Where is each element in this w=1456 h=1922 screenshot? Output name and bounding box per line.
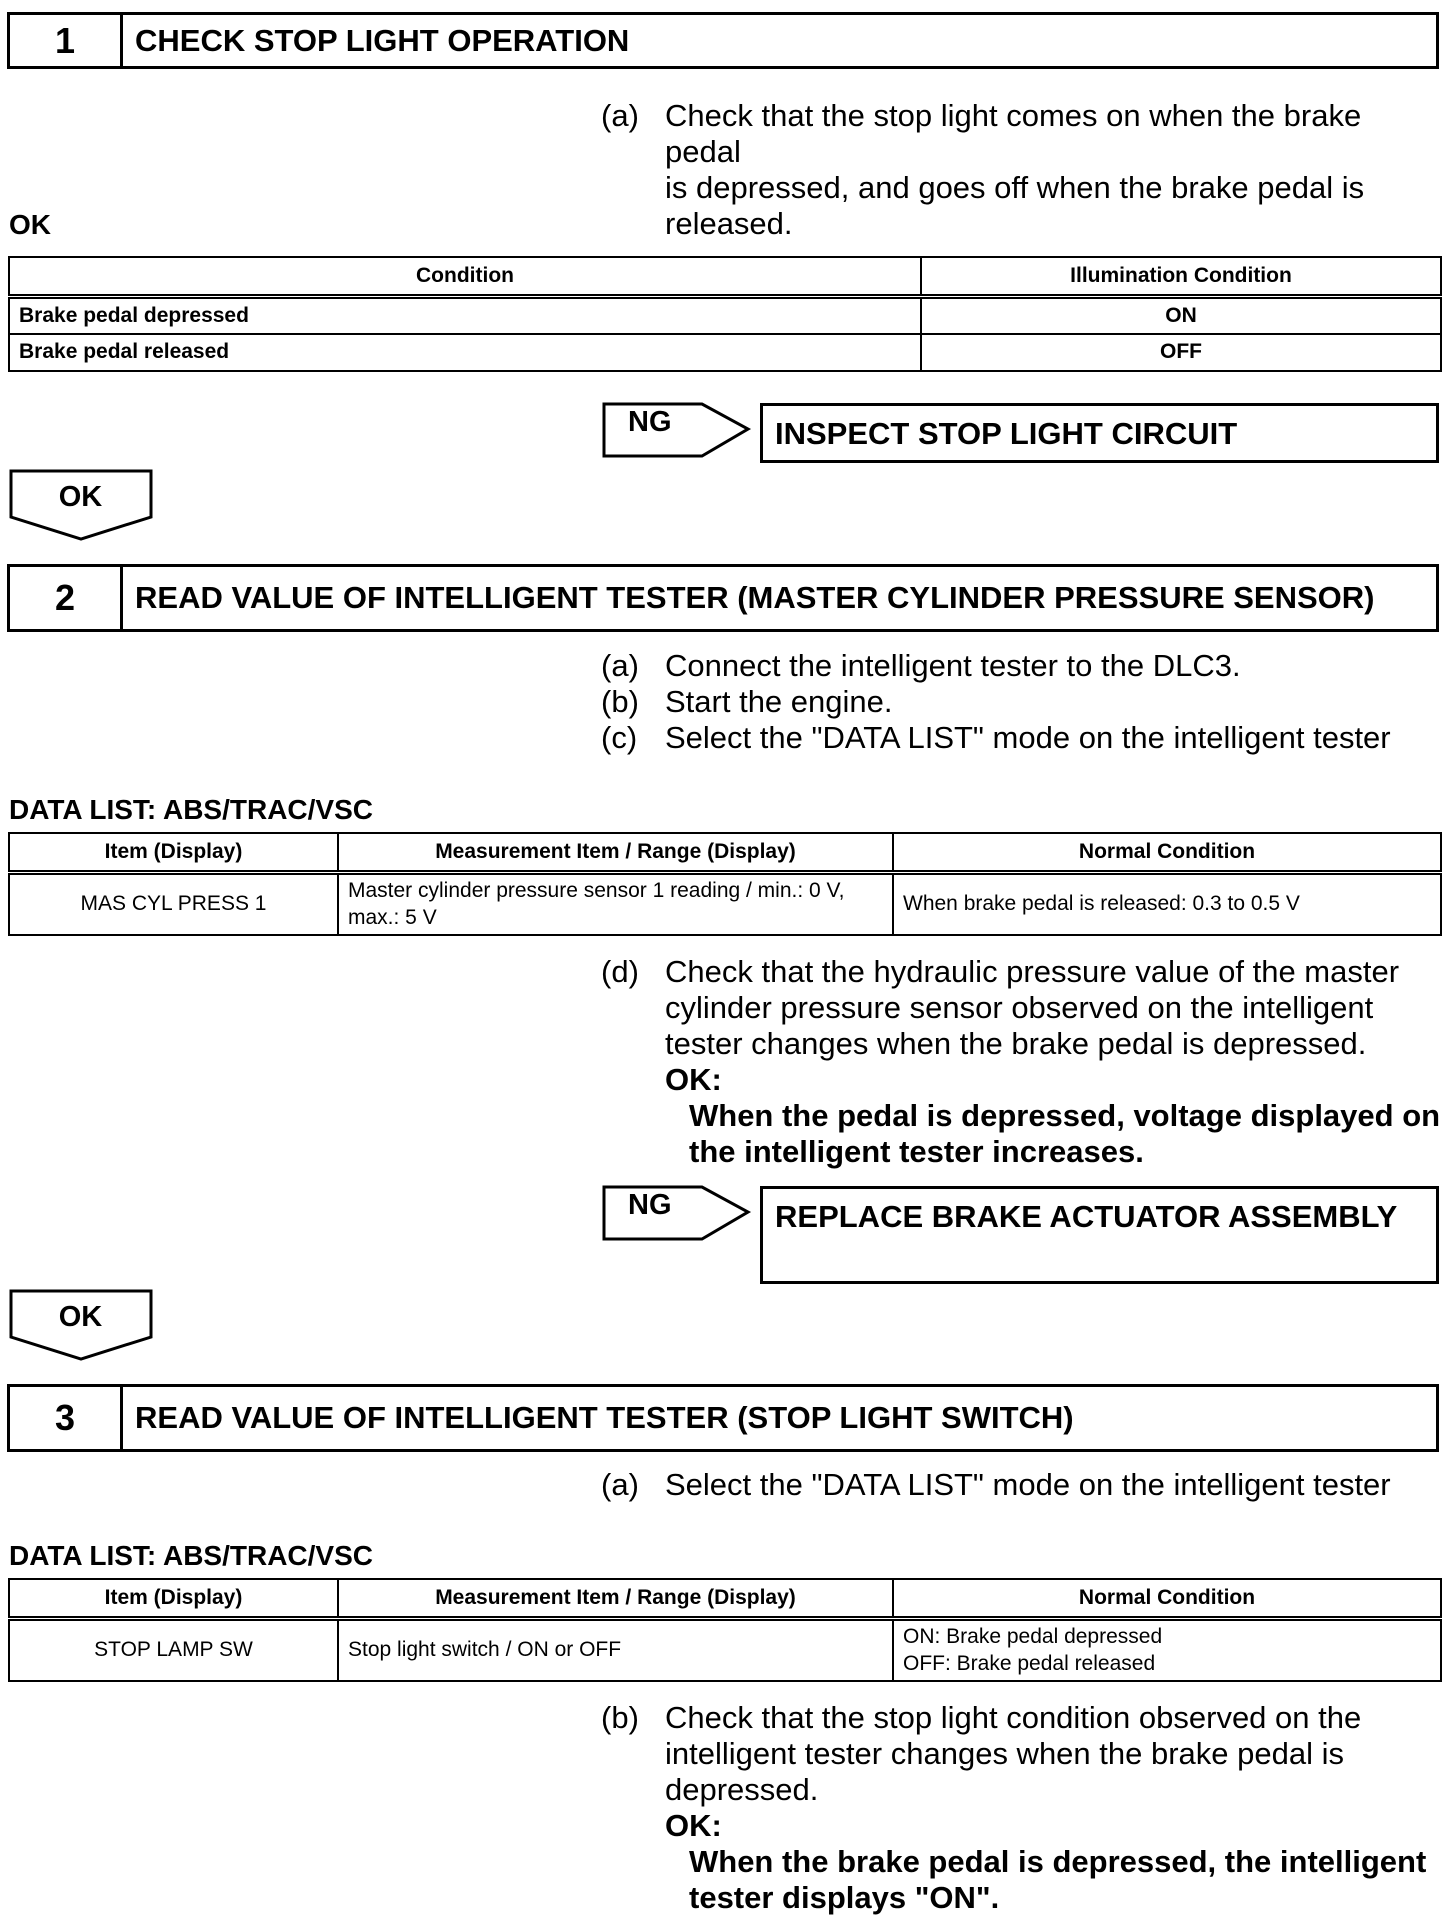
table-cell: OFF — [921, 334, 1441, 371]
step-title: READ VALUE OF INTELLIGENT TESTER (MASTER CYLINDER PRESSURE SENSOR) — [135, 580, 1375, 615]
instruction-c — [601, 720, 1441, 756]
instruction-line: cylinder pressure sensor observed on the intelligent — [665, 990, 1374, 1025]
instruction-label: (c) — [601, 720, 638, 755]
instruction-a — [601, 1467, 1441, 1503]
table-header: Item (Display) — [9, 1579, 338, 1619]
instruction-label: (d) — [601, 954, 639, 989]
stop-light-table — [8, 256, 1442, 372]
step-number: 1 — [10, 15, 123, 66]
step-title: READ VALUE OF INTELLIGENT TESTER (STOP LIGHT SWITCH) — [135, 1400, 1074, 1435]
step-number: 3 — [10, 1387, 123, 1449]
instruction-a — [601, 98, 1441, 241]
instruction-line: Start the engine. — [665, 684, 893, 719]
table-header: Measurement Item / Range (Display) — [338, 1579, 893, 1619]
ng-arrow — [602, 402, 752, 458]
instruction-line: is depressed, and goes off when the brake pedal is — [665, 170, 1365, 205]
table-header: Normal Condition — [893, 1579, 1441, 1619]
table-header: Item (Display) — [9, 833, 338, 873]
instruction-label: (a) — [601, 1467, 639, 1502]
ng-arrow-icon — [602, 1185, 752, 1241]
table-cell: Brake pedal depressed — [9, 297, 921, 334]
table-header: Condition — [9, 257, 921, 297]
instruction-line: Connect the intelligent tester to the DLC3. — [665, 648, 1241, 683]
table-cell: STOP LAMP SW — [9, 1619, 338, 1681]
ng-label: NG — [628, 406, 672, 438]
step-1-header — [7, 12, 1439, 69]
instruction-b — [601, 684, 1441, 720]
table-row — [9, 873, 1441, 935]
ng-result-box: REPLACE BRAKE ACTUATOR ASSEMBLY — [760, 1186, 1439, 1284]
table-cell: ON — [921, 297, 1441, 334]
ok-arrow — [9, 469, 159, 541]
instruction-line: depressed. — [665, 1772, 819, 1807]
instruction-line: Select the "DATA LIST" mode on the intelligent tester — [665, 720, 1391, 755]
instruction-label: (b) — [601, 684, 639, 719]
table-cell: MAS CYL PRESS 1 — [9, 873, 338, 935]
ok-criteria-line: When the pedal is depressed, voltage displayed on — [689, 1098, 1441, 1133]
ok-label: OK — [58, 1301, 103, 1333]
ng-result-box: INSPECT STOP LIGHT CIRCUIT — [760, 403, 1439, 463]
table-row — [9, 334, 1441, 371]
table-cell: Stop light switch / ON or OFF — [338, 1619, 893, 1681]
ng-arrow-icon — [602, 402, 752, 458]
table-row — [9, 297, 1441, 334]
ok-arrow — [9, 1289, 159, 1361]
step-3-header — [7, 1384, 1439, 1452]
ng-label: NG — [628, 1189, 672, 1221]
instruction-label: (a) — [601, 648, 639, 683]
ok-criteria-line: the intelligent tester increases. — [689, 1134, 1144, 1169]
instruction-line: Check that the hydraulic pressure value of the master — [665, 954, 1400, 989]
table-header-row — [9, 257, 1441, 297]
step-title: CHECK STOP LIGHT OPERATION — [135, 22, 630, 58]
instruction-label: (a) — [601, 98, 639, 133]
ok-criteria-line: When the brake pedal is depressed, the intelligent — [689, 1844, 1427, 1879]
step-2-header — [7, 564, 1439, 632]
table-cell: Master cylinder pressure sensor 1 reading / min.: 0 V, max.: 5 V — [338, 873, 893, 935]
instruction-d — [601, 954, 1441, 1172]
instruction-line: tester changes when the brake pedal is depressed. — [665, 1026, 1367, 1061]
data-list-label: DATA LIST: ABS/TRAC/VSC — [9, 794, 373, 825]
table-header: Measurement Item / Range (Display) — [338, 833, 893, 873]
instruction-line: intelligent tester changes when the brake pedal is — [665, 1736, 1344, 1771]
ok-section-label: OK — [9, 209, 51, 240]
instruction-a — [601, 648, 1441, 684]
ng-arrow — [602, 1185, 752, 1241]
step-number: 2 — [10, 567, 123, 629]
instruction-label: (b) — [601, 1700, 639, 1735]
table-header-row — [9, 1579, 1441, 1619]
instruction-b — [601, 1700, 1441, 1916]
ok-criteria-line: tester displays "ON". — [689, 1880, 1000, 1915]
table-header: Normal Condition — [893, 833, 1441, 873]
ok-criteria-label: OK: — [665, 1062, 722, 1097]
normal-condition-line: OFF: Brake pedal released — [903, 1652, 1156, 1676]
data-list-table — [8, 832, 1442, 936]
instruction-line: released. — [665, 206, 793, 241]
table-cell: Brake pedal released — [9, 334, 921, 371]
table-header-row — [9, 833, 1441, 873]
data-list-table — [8, 1578, 1442, 1682]
normal-condition-line: ON: Brake pedal depressed — [903, 1625, 1163, 1649]
ok-criteria-label: OK: — [665, 1808, 722, 1843]
table-cell: When brake pedal is released: 0.3 to 0.5 V — [893, 873, 1441, 935]
ok-label: OK — [58, 481, 103, 513]
table-row — [9, 1619, 1441, 1681]
instruction-line: Select the "DATA LIST" mode on the intelligent tester — [665, 1467, 1391, 1502]
table-cell — [893, 1619, 1441, 1681]
table-header: Illumination Condition — [921, 257, 1441, 297]
instruction-line: Check that the stop light comes on when the brake pedal — [665, 98, 1362, 169]
instruction-line: Check that the stop light condition observed on the — [665, 1700, 1362, 1735]
data-list-label: DATA LIST: ABS/TRAC/VSC — [9, 1540, 373, 1571]
